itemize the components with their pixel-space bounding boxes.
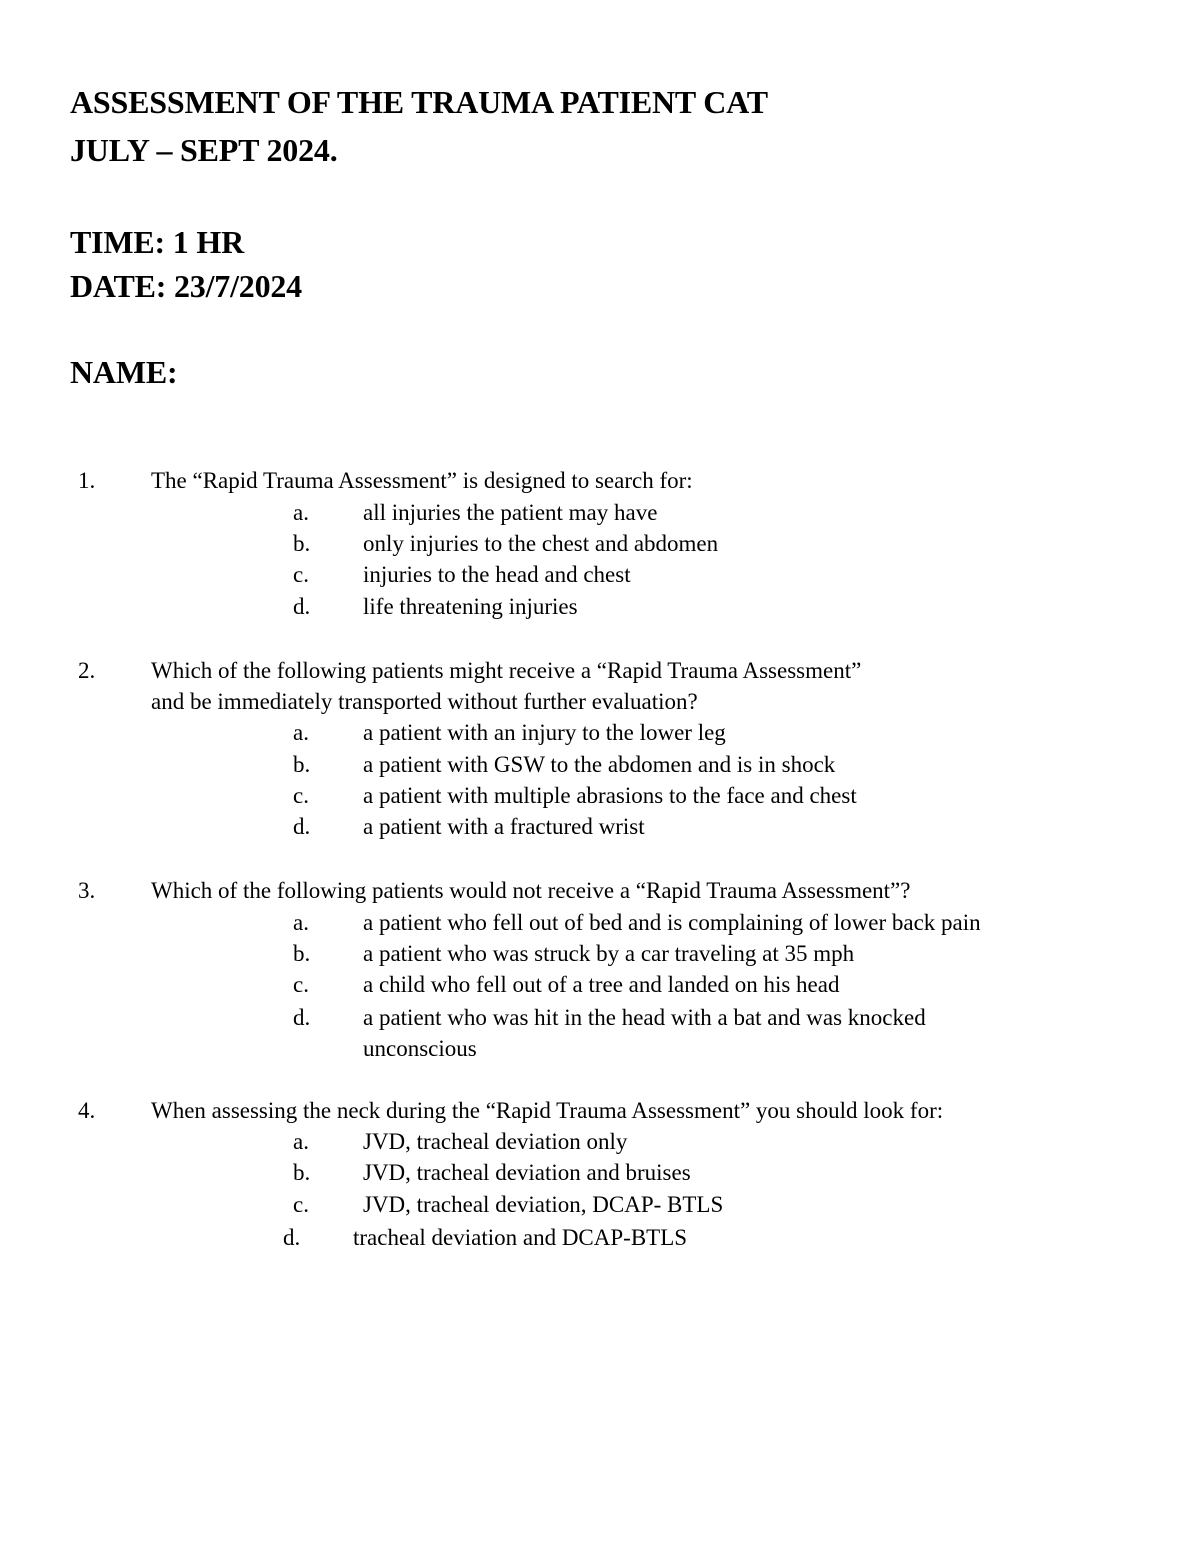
question-text-continued: and be immediately transported without further evaluation? (151, 689, 698, 714)
option-letter: a. (293, 910, 309, 935)
question-number: 3. (78, 878, 96, 903)
student-name-label: NAME: (70, 354, 178, 390)
exam-date: DATE: 23/7/2024 (70, 268, 302, 304)
option-text: JVD, tracheal deviation only (363, 1129, 628, 1154)
option-text-continued: unconscious (363, 1036, 477, 1061)
option-text: life threatening injuries (363, 594, 578, 619)
question-number: 4. (78, 1098, 96, 1123)
question-text: When assessing the neck during the “Rapid Trauma Assessment” you should look for: (151, 1098, 944, 1123)
option-letter: a. (293, 1129, 309, 1154)
option-text: a patient who fell out of bed and is complaining of lower back pain (363, 910, 981, 935)
option-text: only injuries to the chest and abdomen (363, 531, 719, 556)
option-letter: d. (293, 1005, 311, 1030)
option-text: JVD, tracheal deviation and bruises (363, 1160, 691, 1185)
question-number: 2. (78, 658, 96, 683)
option-text: a patient with an injury to the lower leg (363, 720, 726, 745)
option-letter: c. (293, 972, 309, 997)
option-letter: c. (293, 783, 309, 808)
option-text: a patient who was hit in the head with a bat and was knocked (363, 1005, 926, 1030)
option-letter: b. (293, 752, 311, 777)
exam-title: ASSESSMENT OF THE TRAUMA PATIENT CAT (70, 84, 768, 120)
question-number: 1. (78, 468, 96, 493)
option-text: a patient with a fractured wrist (363, 814, 645, 839)
option-letter: a. (293, 500, 309, 525)
option-letter: b. (293, 1160, 311, 1185)
option-text: a child who fell out of a tree and landed on his head (363, 972, 840, 997)
option-text: all injuries the patient may have (363, 500, 658, 525)
option-text: a patient with GSW to the abdomen and is in shock (363, 752, 836, 777)
option-text: JVD, tracheal deviation, DCAP- BTLS (363, 1192, 724, 1217)
question-text: The “Rapid Trauma Assessment” is designed to search for: (151, 468, 693, 493)
option-text: a patient with multiple abrasions to the face and chest (363, 783, 857, 808)
option-letter: c. (293, 562, 309, 587)
option-text: injuries to the head and chest (363, 562, 631, 587)
option-letter: d. (293, 594, 311, 619)
option-letter: d. (293, 814, 311, 839)
question-text: Which of the following patients would not receive a “Rapid Trauma Assessment”? (151, 878, 911, 903)
option-letter: b. (293, 941, 311, 966)
exam-time: TIME: 1 HR (70, 224, 245, 260)
option-letter: a. (293, 720, 309, 745)
option-text: tracheal deviation and DCAP-BTLS (353, 1225, 688, 1250)
question-text: Which of the following patients might receive a “Rapid Trauma Assessment” (151, 658, 862, 683)
option-letter: b. (293, 531, 311, 556)
exam-period: JULY – SEPT 2024. (70, 132, 338, 168)
option-text: a patient who was struck by a car traveling at 35 mph (363, 941, 855, 966)
option-letter: c. (293, 1192, 309, 1217)
option-letter: d. (283, 1225, 301, 1250)
